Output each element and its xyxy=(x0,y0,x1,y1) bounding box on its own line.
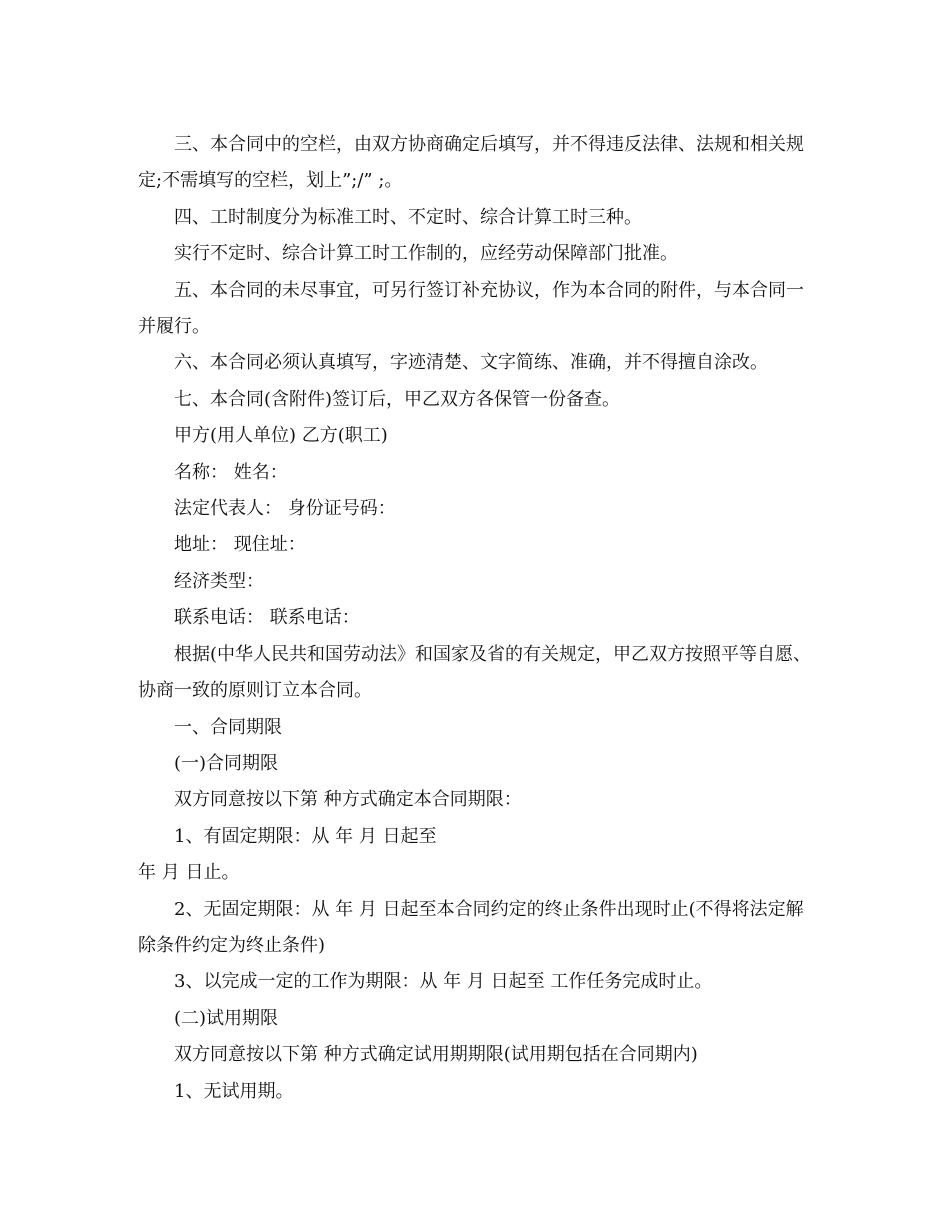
fixed-term-end: 年 月 日止。 xyxy=(138,862,240,884)
no-probation-option: 1、无试用期。 xyxy=(174,1080,294,1102)
paragraph-3-blank-fields: 三、本合同中的空栏，由双方协商确定后填写，并不得违反法律、法规和相关规定;不需填写的空栏，划上”;/” ;。 xyxy=(138,134,804,192)
term-method-line: 双方同意按以下第 种方式确定本合同期限： xyxy=(174,789,522,811)
phone-line: 联系电话： 联系电话： xyxy=(174,607,360,629)
paragraph-approval-note: 实行不定时、综合计算工时工作制的，应经劳动保障部门批准。 xyxy=(174,243,678,265)
address-line: 地址： 现住址： xyxy=(174,534,306,556)
paragraph-4-working-hours: 四、工时制度分为标准工时、不定时、综合计算工时三种。 xyxy=(174,206,642,228)
subsection-probation: (二)试用期限 xyxy=(174,1007,279,1029)
paragraph-6-filling-rules: 六、本合同必须认真填写，字迹清楚、文字简练、准确，并不得擅自涂改。 xyxy=(174,352,768,374)
name-field-line: 名称： 姓名： xyxy=(174,461,288,483)
contract-body xyxy=(138,127,818,1110)
subsection-contract-term: (一)合同期限 xyxy=(174,752,279,774)
paragraph-7-copies: 七、本合同(含附件)签订后，甲乙双方各保管一份备查。 xyxy=(174,388,621,410)
representative-id-line: 法定代表人： 身份证号码： xyxy=(174,498,396,520)
party-header: 甲方(用人单位) 乙方(职工) xyxy=(174,425,388,447)
probation-method-line: 双方同意按以下第 种方式确定试用期期限(试用期包括在合同期内) xyxy=(174,1044,698,1066)
open-term-option: 2、无固定期限：从 年 月 日起至本合同约定的终止条件出现时止(不得将法定解除条件约定为终止条件) xyxy=(138,898,804,956)
economic-type-line: 经济类型： xyxy=(174,570,264,592)
paragraph-5-supplementary: 五、本合同的未尽事宜，可另行签订补充协议，作为本合同的附件，与本合同一并履行。 xyxy=(138,279,804,338)
section-1-heading: 一、合同期限 xyxy=(174,716,282,738)
preamble-paragraph: 根据(中华人民共和国劳动法》和国家及省的有关规定，甲乙双方按照平等自愿、协商一致的原则订立本合同。 xyxy=(138,643,812,702)
task-term-option: 3、以完成一定的工作为期限：从 年 月 日起至 工作任务完成时止。 xyxy=(174,971,713,993)
fixed-term-option: 1、有固定期限：从 年 月 日起至 xyxy=(174,825,437,847)
